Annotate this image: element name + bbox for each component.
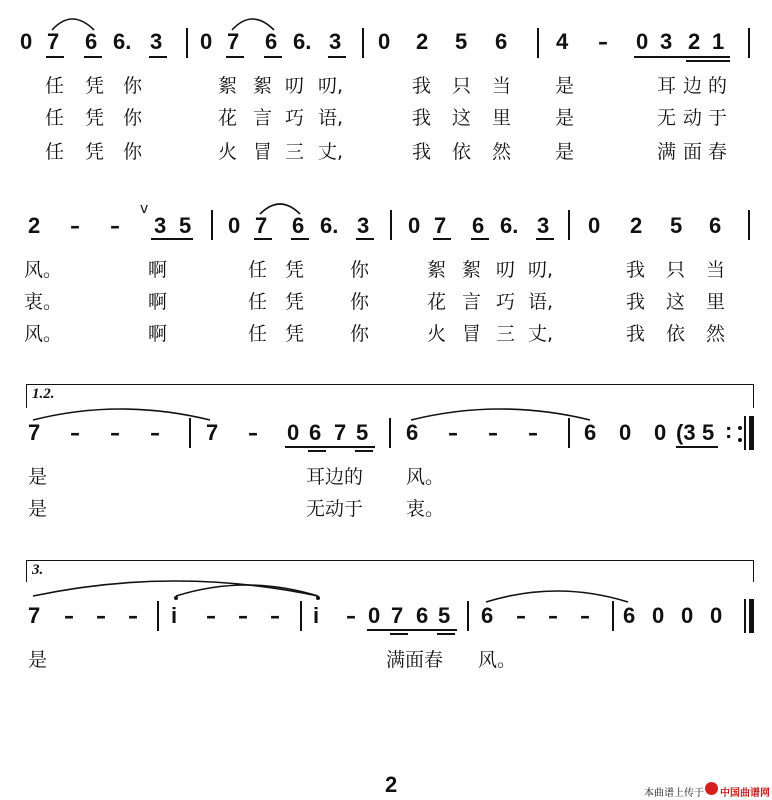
note: 7 — [391, 603, 404, 628]
note: 0 — [368, 603, 381, 628]
dash: – — [346, 604, 356, 628]
dash: – — [516, 604, 526, 628]
note: 6 — [623, 603, 636, 628]
note: 2 — [688, 29, 701, 54]
lyric-line: 任 凭 你 花 言 巧 语, 我 这 里 是 无 动 于 — [45, 107, 728, 129]
note: 3 — [154, 213, 167, 238]
note: 6 — [709, 213, 722, 238]
note: 0 — [378, 29, 391, 54]
lyric-line: 任 凭 你 絮 絮 叨 叨, 我 只 当 是 耳 边 的 — [45, 75, 728, 97]
note: 6 — [85, 29, 98, 54]
note: 2 — [416, 29, 429, 54]
dash: – — [64, 604, 74, 628]
note: 5 — [438, 603, 451, 628]
breath-mark: v — [140, 201, 149, 217]
note: 6. — [113, 29, 132, 54]
note: 6 — [495, 29, 508, 54]
lyric-line: 任 凭 你 火 冒 三 丈, 我 依 然 是 满 面 春 — [45, 141, 728, 163]
slur — [33, 409, 210, 420]
dash: – — [70, 421, 80, 445]
slur — [33, 581, 318, 596]
repeat-colon: : — [725, 418, 733, 443]
dash: – — [70, 214, 80, 238]
note: 3 — [660, 29, 673, 54]
note: 7 — [28, 420, 41, 445]
dash: – — [548, 604, 558, 628]
slur — [176, 585, 318, 596]
note: 3 — [150, 29, 163, 54]
note: 1 — [712, 29, 725, 54]
note: 5 — [356, 420, 369, 445]
site-logo-icon — [705, 782, 718, 795]
dash: – — [448, 421, 458, 445]
note: 0 — [710, 603, 723, 628]
dash: – — [598, 30, 608, 54]
note: 0 — [228, 213, 241, 238]
dash: – — [128, 604, 138, 628]
note: 5 — [455, 29, 468, 54]
note: 6 — [416, 603, 429, 628]
note: (3 — [676, 420, 696, 445]
note: 0 — [654, 420, 667, 445]
note: 5 — [179, 213, 192, 238]
note: 6 — [472, 213, 485, 238]
note: 6 — [292, 213, 305, 238]
site-name: 中国曲谱网 — [720, 788, 770, 799]
note: 0 — [636, 29, 649, 54]
note: i — [171, 603, 178, 628]
note: 7 — [227, 29, 240, 54]
note: 7 — [47, 29, 60, 54]
note: 3 — [357, 213, 370, 238]
dash: – — [528, 421, 538, 445]
dash: – — [96, 604, 106, 628]
dash: – — [110, 214, 120, 238]
upload-note: 本曲谱上传于 — [644, 788, 704, 799]
note: 5 — [670, 213, 683, 238]
note: 0 — [588, 213, 601, 238]
lyric-line: 是 耳边的 风。 — [28, 466, 445, 488]
note: i — [313, 603, 320, 628]
lyric-line: 是 无动于 衷。 — [28, 498, 445, 520]
lyric-line: 风。 啊 任 凭 你 火 冒 三 丈, 我 依 然 — [24, 323, 726, 345]
note: 4 — [556, 29, 569, 54]
note: 7 — [434, 213, 447, 238]
lyric-line: 衷。 啊 任 凭 你 花 言 巧 语, 我 这 里 — [24, 291, 726, 313]
slur — [260, 204, 300, 214]
note: 0 — [681, 603, 694, 628]
page-number: 2 — [385, 772, 398, 797]
slur — [232, 19, 274, 30]
dash: – — [580, 604, 590, 628]
note: 6. — [293, 29, 312, 54]
note: 6 — [406, 420, 419, 445]
dash: – — [488, 421, 498, 445]
dash: – — [238, 604, 248, 628]
dash: – — [110, 421, 120, 445]
note: 0 — [20, 29, 33, 54]
note: 7 — [206, 420, 219, 445]
slur — [52, 19, 94, 30]
note: 7 — [255, 213, 268, 238]
volta-label: 1.2. — [32, 386, 55, 402]
note: 6 — [481, 603, 494, 628]
lyric-line: 是 满面春 风。 — [28, 649, 517, 671]
note: 6 — [584, 420, 597, 445]
slur — [411, 409, 590, 420]
note: 0 — [619, 420, 632, 445]
note: 6 — [265, 29, 278, 54]
note: 3 — [329, 29, 342, 54]
note: 0 — [408, 213, 421, 238]
volta-label: 3. — [32, 562, 44, 578]
note: 7 — [28, 603, 41, 628]
note: 0 — [652, 603, 665, 628]
note: 2 — [630, 213, 643, 238]
note: 2 — [28, 213, 41, 238]
dash: – — [206, 604, 216, 628]
slur — [486, 591, 628, 602]
note: 6 — [309, 420, 322, 445]
note: 6. — [320, 213, 339, 238]
note: 0 — [200, 29, 213, 54]
note: 5 — [702, 420, 715, 445]
dash: – — [150, 421, 160, 445]
lyric-line: 风。 啊 任 凭 你 絮 絮 叨 叨, 我 只 当 — [24, 259, 726, 281]
dash: – — [248, 421, 258, 445]
dash: – — [270, 604, 280, 628]
note: 3 — [537, 213, 550, 238]
note: 6. — [500, 213, 519, 238]
note: 7 — [334, 420, 347, 445]
note: 0 — [287, 420, 300, 445]
